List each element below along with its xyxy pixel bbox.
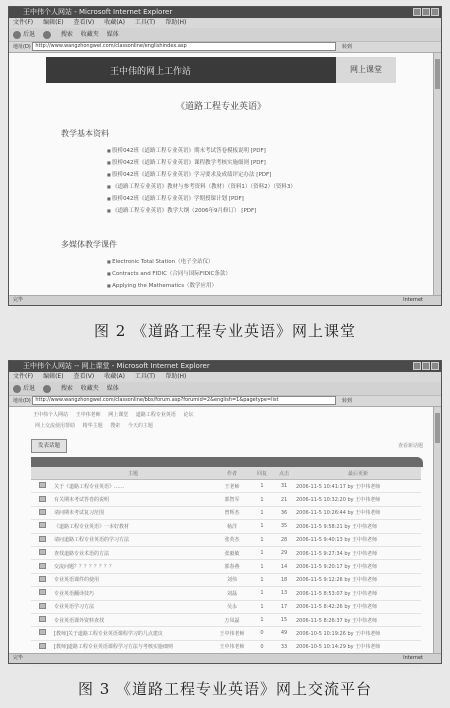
- search-button[interactable]: [61, 382, 73, 395]
- menu-bar: [9, 372, 441, 382]
- menu-view[interactable]: 查看(V): [73, 373, 95, 380]
- window-titlebar: [9, 7, 441, 18]
- col-header-icon: [31, 467, 53, 480]
- view-new-topics-link[interactable]: 查看新话题: [397, 443, 423, 449]
- topic-subject[interactable]: 请问道路工程专业英语的学习方法: [53, 533, 213, 546]
- status-bar: [9, 653, 441, 663]
- menu-file[interactable]: 文件(F): [13, 19, 34, 26]
- topic-subject[interactable]: 专业英语学习方法: [53, 600, 213, 613]
- topic-icon-cell: [31, 480, 53, 493]
- forum-header-bar: [31, 457, 423, 467]
- resource-link[interactable]: ■ 《道路工程专业英语》教材与参考资料（教材）（资料1）（资料2）（资料3）: [107, 181, 433, 193]
- topic-views: 14: [273, 560, 295, 573]
- resource-link[interactable]: ■ 股桥042班《道路工程专业英语》学习要求及成绩评定办法 [PDF]: [107, 169, 433, 181]
- topic-author: 吴永: [213, 600, 251, 613]
- breadcrumb-item[interactable]: 王中伟老师: [75, 412, 101, 418]
- forum-search-link[interactable]: 搜索: [110, 423, 121, 429]
- banner-site-name: 王中伟的网上工作站: [110, 67, 192, 77]
- menu-tools[interactable]: 工具(T): [134, 19, 156, 26]
- forward-arrow-icon: [43, 31, 51, 39]
- forum-help-link[interactable]: 网上交流使用帮助: [35, 423, 76, 429]
- topic-author: 王中伟老师: [213, 640, 251, 653]
- topic-last-updated: 2006-11-5 10:26:44 by 王中伟老师: [295, 506, 421, 519]
- folder-icon: [39, 643, 46, 649]
- address-label: 地址(D): [13, 398, 31, 404]
- courseware-link[interactable]: ■ Contracts and FIDIC（合同与国际FIDIC条款）: [107, 268, 433, 280]
- search-label: 搜索: [60, 31, 73, 38]
- figure-caption-2: 图 2 《道路工程专业英语》网上课堂: [93, 322, 357, 340]
- site-banner: [46, 57, 396, 83]
- maximize-icon[interactable]: [422, 362, 430, 370]
- resource-link[interactable]: ■ 股桥042班《道路工程专业英语》课程教学考核实施细则 [PDF]: [107, 157, 433, 169]
- media-label: 媒体: [106, 385, 119, 392]
- folder-icon: [39, 616, 46, 622]
- topic-views: 28: [273, 533, 295, 546]
- close-icon[interactable]: [431, 8, 439, 16]
- topic-author: 张毅敏: [213, 546, 251, 559]
- menu-help[interactable]: 帮助(H): [165, 373, 187, 380]
- topic-author: 刘伟: [213, 573, 251, 586]
- browser-window-forum: [8, 360, 442, 664]
- topic-subject[interactable]: 请问期末考试复习范围: [53, 506, 213, 519]
- table-row[interactable]: [31, 493, 421, 506]
- topic-icon-cell: [31, 573, 53, 586]
- address-label: 地址(D): [13, 44, 31, 50]
- back-label: 后退: [23, 385, 36, 392]
- topic-replies: 0: [251, 640, 273, 653]
- topic-icon-cell: [31, 613, 53, 626]
- topic-author: 曾辉杰: [213, 506, 251, 519]
- scrollbar-thumb[interactable]: [435, 413, 440, 443]
- courseware-link[interactable]: ■ Electronic Total Station（电子全站仪）: [107, 256, 433, 268]
- table-row[interactable]: [31, 613, 421, 626]
- address-bar: [9, 42, 441, 53]
- topic-icon-cell: [31, 533, 53, 546]
- topic-last-updated: 2006-11-5 9:40:13 by 王中伟老师: [295, 533, 421, 546]
- topic-subject[interactable]: 查找道路专业术语的方法: [53, 546, 213, 559]
- page-content: [9, 53, 433, 295]
- topic-views: 49: [273, 627, 295, 640]
- toolbar: [9, 382, 441, 396]
- table-row[interactable]: [31, 640, 421, 653]
- menu-favorites[interactable]: 收藏(A): [104, 373, 125, 380]
- table-header-row: [31, 467, 421, 480]
- topic-views: 17: [273, 600, 295, 613]
- topic-replies: 1: [251, 587, 273, 600]
- resource-link[interactable]: ■ 股桥042班《道路工程专业英语》学期授课计划 [PDF]: [107, 193, 433, 205]
- topic-icon-cell: [31, 520, 53, 533]
- topic-views: 18: [273, 573, 295, 586]
- topic-last-updated: 2006-11-5 10:32:20 by 王中伟老师: [295, 493, 421, 506]
- topic-last-updated: 2006-11-5 10:41:17 by 王中伟老师: [295, 480, 421, 493]
- maximize-icon[interactable]: [422, 8, 430, 16]
- page-content: [9, 407, 433, 653]
- folder-icon: [39, 589, 46, 595]
- topic-views: 21: [273, 493, 295, 506]
- folder-icon: [39, 603, 46, 609]
- topic-icon-cell: [31, 640, 53, 653]
- address-input[interactable]: http://www.wangzhongwei.com/classonline/bbs/forum.asp?forumid=2&english=1&pagetype=list: [32, 396, 336, 405]
- topic-table-body: [31, 480, 421, 667]
- topic-last-updated: 2006-10-5 10:14:29 by 王中伟老师: [295, 640, 421, 653]
- topic-views: 31: [273, 480, 295, 493]
- topic-icon-cell: [31, 627, 53, 640]
- vertical-scrollbar[interactable]: [433, 53, 441, 295]
- window-title: 王中伟个人网站 - Microsoft Internet Explorer: [23, 8, 173, 16]
- go-button[interactable]: 转到: [341, 398, 352, 404]
- topic-last-updated: 2006-11-5 9:20:17 by 王中伟老师: [295, 560, 421, 573]
- topic-subject[interactable]: [教师]道路工程专业英语课程学习方法与考核实施细则: [53, 640, 213, 653]
- media-button[interactable]: [107, 382, 119, 395]
- table-row[interactable]: [31, 587, 421, 600]
- resource-link[interactable]: ■ 《道路工程专业英语》教学大纲（2006年9月修订） [PDF]: [107, 205, 433, 217]
- topic-views: 33: [273, 640, 295, 653]
- table-row[interactable]: [31, 560, 421, 573]
- breadcrumb-item[interactable]: 王中伟个人网站: [33, 412, 69, 418]
- favorites-button[interactable]: [81, 28, 99, 41]
- topic-last-updated: 2006-11-5 9:12:26 by 王中伟老师: [295, 573, 421, 586]
- folder-icon: [39, 563, 46, 569]
- topic-last-updated: 2006-11-5 9:58:21 by 王中伟老师: [295, 520, 421, 533]
- topic-replies: 1: [251, 560, 273, 573]
- folder-icon: [39, 549, 46, 555]
- col-header-subject[interactable]: 主题: [53, 467, 213, 480]
- minimize-icon[interactable]: [413, 8, 421, 16]
- col-header-author[interactable]: 作者: [213, 467, 251, 480]
- topic-icon-cell: [31, 587, 53, 600]
- course-title: 《道路工程专业英语》: [175, 102, 266, 112]
- topic-subject[interactable]: 关于《道路工程专业英语》……: [53, 480, 213, 493]
- table-row[interactable]: [31, 600, 421, 613]
- folder-icon: [39, 482, 46, 488]
- menu-edit[interactable]: 编辑(E): [43, 373, 64, 380]
- breadcrumb-item[interactable]: 网上课堂: [108, 412, 129, 418]
- topic-author: 杨洋: [213, 520, 251, 533]
- topic-last-updated: 2006-10-5 10:19:26 by 王中伟老师: [295, 627, 421, 640]
- topic-views: 13: [273, 587, 295, 600]
- topic-subject[interactable]: 《道路工程专业英语》一本好教材: [53, 520, 213, 533]
- back-button[interactable]: [13, 382, 35, 395]
- search-button[interactable]: [61, 28, 73, 41]
- topic-subject[interactable]: 专业英语课外资料查找: [53, 613, 213, 626]
- menu-view[interactable]: 查看(V): [73, 19, 95, 26]
- col-header-updated[interactable]: 最后更新: [295, 467, 421, 480]
- status-zone: Internet: [403, 655, 423, 661]
- topic-icon-cell: [31, 546, 53, 559]
- col-header-views[interactable]: 点击: [273, 467, 295, 480]
- col-header-replies[interactable]: 回复: [251, 467, 273, 480]
- table-row[interactable]: [31, 546, 421, 559]
- courseware-list: [107, 256, 433, 292]
- search-label: 搜索: [60, 385, 73, 392]
- topic-subject[interactable]: [教师]关于道路工程专业英语课程学习的几点建议: [53, 627, 213, 640]
- breadcrumb: [9, 407, 433, 418]
- menu-favorites[interactable]: 收藏(A): [104, 19, 125, 26]
- table-row[interactable]: [31, 480, 421, 493]
- topic-subject[interactable]: 有关期末考试答卷的说明: [53, 493, 213, 506]
- address-bar: [9, 396, 441, 407]
- topic-last-updated: 2006-11-5 8:42:26 by 王中伟老师: [295, 600, 421, 613]
- topic-actions: [31, 439, 423, 453]
- go-button[interactable]: 转到: [341, 44, 352, 50]
- topic-icon-cell: [31, 493, 53, 506]
- topic-author: 郭智军: [213, 493, 251, 506]
- toolbar: [9, 28, 441, 42]
- topic-views: 36: [273, 506, 295, 519]
- back-arrow-icon: [13, 385, 21, 393]
- address-input[interactable]: http://www.wangzhongwei.com/classonline/englishindex.asp: [32, 42, 336, 51]
- topic-icon-cell: [31, 560, 53, 573]
- section-heading-materials: 教学基本资料: [61, 129, 109, 138]
- topic-table: [31, 467, 421, 667]
- topic-icon-cell: [31, 506, 53, 519]
- topic-last-updated: 2006-11-5 8:26:37 by 王中伟老师: [295, 613, 421, 626]
- media-label: 媒体: [106, 31, 119, 38]
- topic-last-updated: 2006-11-5 9:27:34 by 王中伟老师: [295, 546, 421, 559]
- back-label: 后退: [23, 31, 36, 38]
- menu-bar: [9, 18, 441, 28]
- figure-caption-3: 图 3 《道路工程专业英语》网上交流平台: [77, 680, 373, 698]
- table-row[interactable]: [31, 520, 421, 533]
- favorites-label: 收藏夹: [80, 385, 99, 392]
- topic-replies: 1: [251, 600, 273, 613]
- status-text: 完毕: [13, 655, 24, 661]
- favorites-button[interactable]: [81, 382, 99, 395]
- vertical-scrollbar[interactable]: [433, 407, 441, 653]
- today-topics-link[interactable]: 今天的主题: [127, 423, 153, 429]
- materials-list: [107, 145, 433, 217]
- topic-author: 王中伟老师: [213, 627, 251, 640]
- minimize-icon[interactable]: [413, 362, 421, 370]
- forward-button[interactable]: [43, 382, 53, 395]
- topic-author: 王老师: [213, 480, 251, 493]
- scrollbar-thumb[interactable]: [435, 59, 440, 89]
- table-row[interactable]: [31, 506, 421, 519]
- courseware-link[interactable]: ■ Applying the Mathematics（数学应用）: [107, 280, 433, 292]
- topic-author: 刘磊: [213, 587, 251, 600]
- folder-icon: [39, 629, 46, 635]
- table-row[interactable]: [31, 573, 421, 586]
- resource-link[interactable]: ■ 股桥042班《道路工程专业英语》期末考试答卷模板说明 [PDF]: [107, 145, 433, 157]
- topic-replies: 1: [251, 480, 273, 493]
- topic-subject[interactable]: 专业英语翻译技巧: [53, 587, 213, 600]
- topic-subject[interactable]: 交流问题？？？？？？？？: [53, 560, 213, 573]
- banner-section-label[interactable]: 网上课堂: [336, 57, 396, 83]
- topic-author: 万凤磊: [213, 613, 251, 626]
- close-icon[interactable]: [431, 362, 439, 370]
- menu-file[interactable]: 文件(F): [13, 373, 34, 380]
- favorites-label: 收藏夹: [80, 31, 99, 38]
- folder-icon: [39, 576, 46, 582]
- folder-icon: [39, 496, 46, 502]
- table-row[interactable]: [31, 627, 421, 640]
- topic-views: 15: [273, 613, 295, 626]
- media-button[interactable]: [107, 28, 119, 41]
- topic-last-updated: 2006-11-5 8:53:07 by 王中伟老师: [295, 587, 421, 600]
- back-arrow-icon: [13, 31, 21, 39]
- forward-button[interactable]: [43, 28, 53, 41]
- breadcrumb-item[interactable]: 论坛: [183, 412, 194, 418]
- new-topic-button[interactable]: 发表话题: [31, 439, 67, 453]
- browser-window-course: [8, 6, 442, 306]
- menu-help[interactable]: 帮助(H): [165, 19, 187, 26]
- topic-replies: 1: [251, 520, 273, 533]
- topic-author: 郭春燕: [213, 560, 251, 573]
- topic-replies: 1: [251, 613, 273, 626]
- folder-icon: [39, 522, 46, 528]
- featured-topics-link[interactable]: 精华主题: [82, 423, 103, 429]
- topic-replies: 1: [251, 573, 273, 586]
- topic-views: 29: [273, 546, 295, 559]
- topic-replies: 0: [251, 627, 273, 640]
- section-heading-courseware: 多媒体教学课件: [61, 240, 117, 249]
- window-titlebar: [9, 361, 441, 372]
- status-text: 完毕: [13, 297, 24, 303]
- menu-tools[interactable]: 工具(T): [134, 373, 156, 380]
- topic-subject[interactable]: 专业英语课件的使用: [53, 573, 213, 586]
- topic-replies: 1: [251, 506, 273, 519]
- status-zone: Internet: [403, 297, 423, 303]
- topic-views: 35: [273, 520, 295, 533]
- breadcrumb-item[interactable]: 道路工程专业英语: [135, 412, 176, 418]
- forward-arrow-icon: [43, 385, 51, 393]
- status-bar: [9, 295, 441, 305]
- topic-icon-cell: [31, 600, 53, 613]
- topic-author: 张英杰: [213, 533, 251, 546]
- table-row[interactable]: [31, 533, 421, 546]
- folder-icon: [39, 509, 46, 515]
- window-title: 王中伟个人网站 -- 网上课堂 - Microsoft Internet Explorer: [23, 362, 210, 370]
- back-button[interactable]: [13, 28, 35, 41]
- menu-edit[interactable]: 编辑(E): [43, 19, 64, 26]
- forum-tools: [9, 418, 433, 429]
- folder-icon: [39, 536, 46, 542]
- topic-replies: 1: [251, 493, 273, 506]
- topic-replies: 1: [251, 546, 273, 559]
- topic-replies: 1: [251, 533, 273, 546]
